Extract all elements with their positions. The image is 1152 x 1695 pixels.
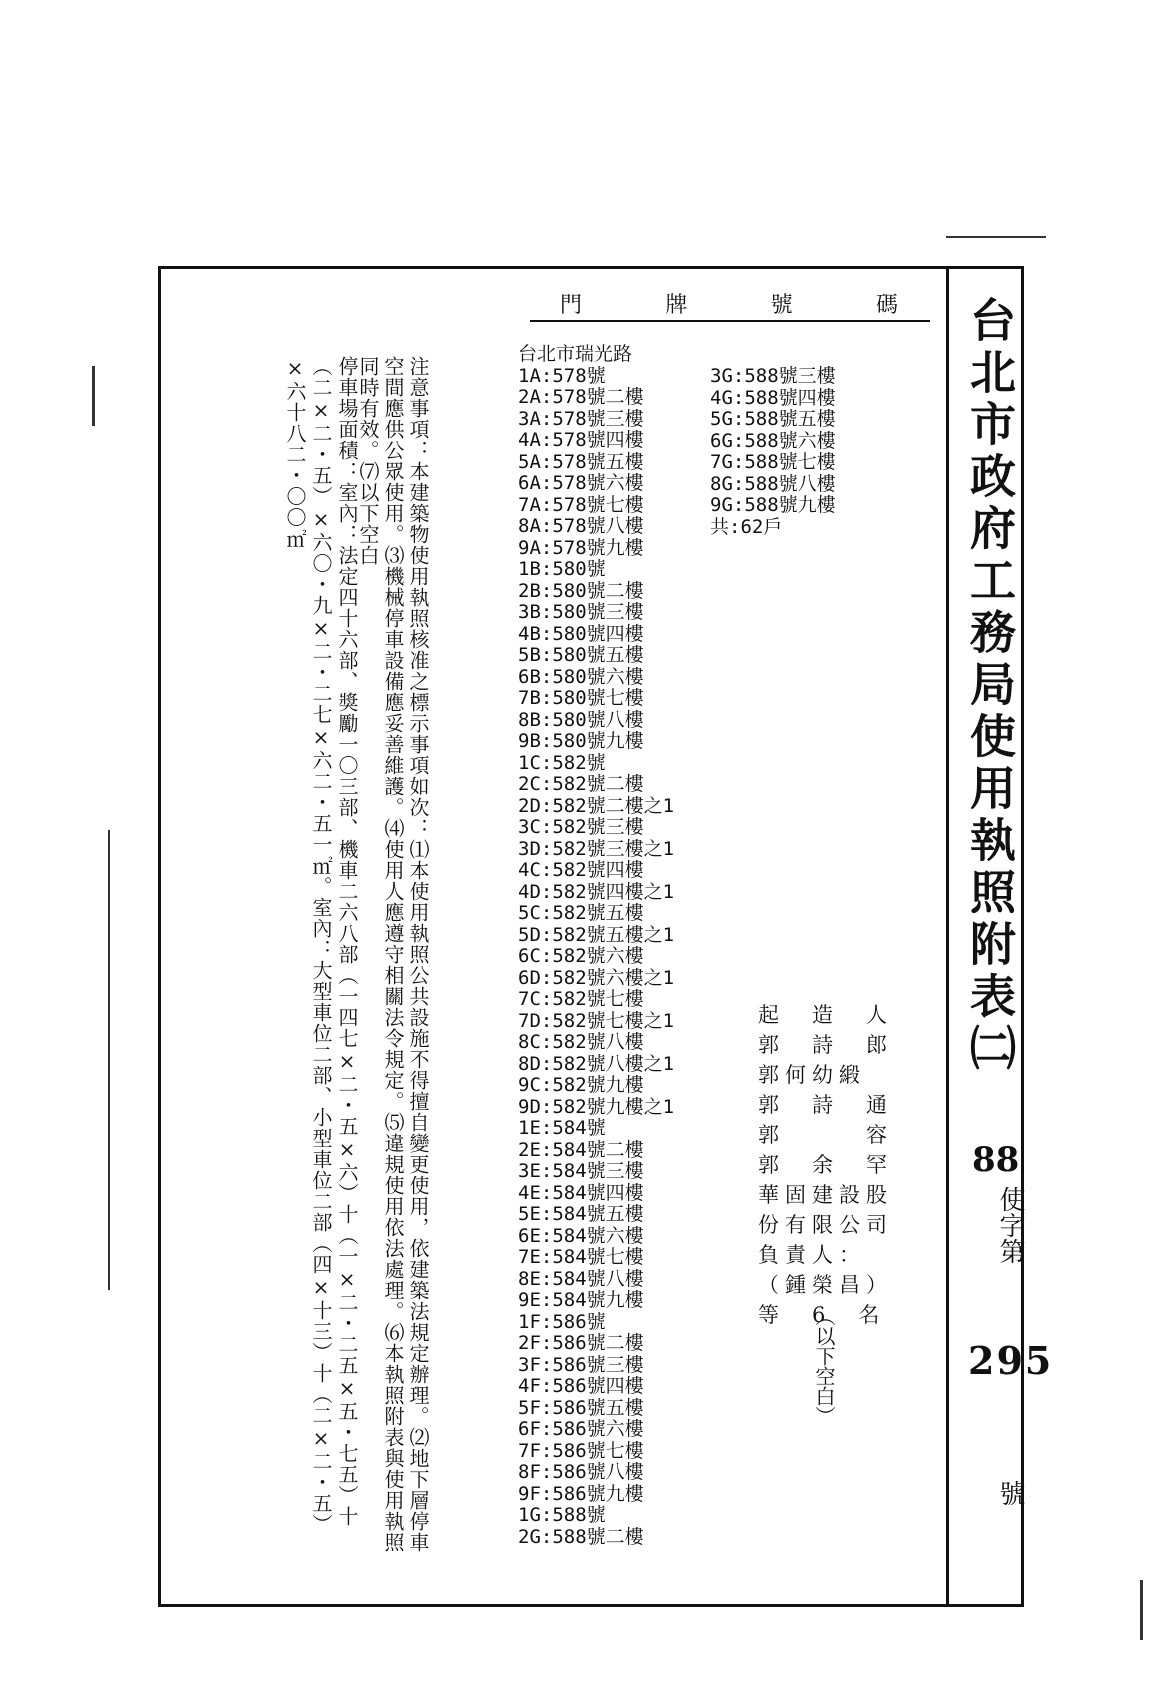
address-line: 3G:588號三樓 [710, 365, 836, 387]
address-line: 1B:580號 [518, 558, 606, 580]
applicant-line: 負責人： [758, 1243, 866, 1267]
address-line: 1G:588號 [518, 1504, 606, 1526]
header-char: 牌 [665, 293, 690, 318]
address-line: 7E:584號七樓 [518, 1246, 644, 1268]
address-line: 1A:578號 [518, 364, 606, 387]
address-line: 4G:588號四樓 [710, 386, 836, 409]
applicant-line: （鍾榮昌） [758, 1273, 893, 1297]
applicant-line: 郭何幼緞 [758, 1063, 866, 1087]
address-line: 5C:582號五樓 [518, 902, 644, 924]
address-line: 9C:582號九樓 [518, 1074, 644, 1096]
address-line: 6B:580號六樓 [518, 665, 644, 688]
applicant-line: 份有限公司 [758, 1213, 893, 1237]
address-line: 5D:582號五樓之1 [518, 923, 675, 946]
address-line: 7D:582號七樓之1 [518, 1009, 675, 1032]
address-line: 9A:578號九樓 [518, 536, 644, 559]
applicant-line: 華固建設股 [758, 1183, 893, 1207]
scan-margin-mark [108, 830, 110, 1290]
address-line: 共:62戶 [710, 515, 783, 538]
applicant-line: 郭 詩 郎 [758, 1033, 893, 1057]
license-year: 88 [972, 1140, 1020, 1180]
address-line: 5F:586號五樓 [518, 1396, 644, 1419]
address-line: 8G:588號八樓 [710, 472, 836, 495]
applicant-line: 等 6 名 [758, 1303, 886, 1327]
address-line: 8B:580號八樓 [518, 708, 644, 731]
address-line: 7G:588號七樓 [710, 451, 836, 473]
scan-margin-mark [92, 366, 95, 426]
address-line: 6E:584號六樓 [518, 1224, 644, 1247]
address-line: 2E:584號二樓 [518, 1138, 644, 1161]
header-char: 號 [770, 293, 795, 318]
address-line: 4F:586號四樓 [518, 1375, 644, 1397]
scan-margin-mark [1140, 1580, 1143, 1640]
address-line: 9D:582號九樓之1 [518, 1095, 675, 1118]
address-line: 5B:580號五樓 [518, 644, 644, 666]
address-line: 7C:582號七樓 [518, 988, 644, 1010]
address-line: 3E:584號三樓 [518, 1160, 644, 1182]
address-line: 5G:588號五樓 [710, 408, 836, 430]
address-line: 7A:578號七樓 [518, 493, 644, 516]
parking-area-text: 停車場面積：室內：法定四十六部、獎勵一〇三部、機車二六八部（一四七×二・五×六）十（一×二・二五×五・七五）十（二×二・五）×六〇・九×二・二七×六二・五一㎡。室內：大型車位二部、小型車位二部（四×十三）十（二×二・五）×六十八二・〇〇㎡ [283, 356, 359, 1535]
address-line: 9E:584號九樓 [518, 1289, 644, 1311]
applicant-line: 郭 容 [758, 1123, 893, 1147]
address-line: 3C:582號三樓 [518, 816, 644, 838]
license-chars: 使字第 [995, 1186, 1025, 1264]
address-line: 3F:586號三樓 [518, 1353, 644, 1376]
address-line: 3A:578號三樓 [518, 407, 644, 430]
address-line: 1C:582號 [518, 751, 606, 774]
applicant-line: 郭 詩 通 [758, 1093, 893, 1117]
applicant-line: 起 造 人 [758, 1003, 893, 1027]
address-line: 4E:584號四樓 [518, 1181, 644, 1204]
notes-text: 注意事項：本建築物使用執照核准之標示事項如次：⑴本使用執照公共設施不得擅自變更使用，依建築法規定辦理。⑵地下層停車空間應供公眾使用。⑶機械停車設備應妥善維護。⑷使用人應遵守相關法令規定。⑸違規使用依法處理。⑹本執照附表與使用執照同時有效。⑺以下空白 [356, 356, 430, 1553]
address-line: 6A:578號六樓 [518, 472, 644, 494]
address-header [560, 288, 900, 319]
address-line: 5A:578號五樓 [518, 450, 644, 473]
address-line: 8F:586號八樓 [518, 1461, 644, 1483]
applicant-list [758, 1000, 893, 1330]
address-line: 6C:582號六樓 [518, 945, 644, 967]
blank-note: （以下空白） [812, 1306, 836, 1426]
address-line: 9F:586號九樓 [518, 1482, 644, 1505]
address-line: 台北市瑞光路 [518, 343, 633, 365]
address-line: 2G:588號二樓 [518, 1525, 644, 1548]
address-line: 2A:578號二樓 [518, 386, 644, 408]
title-column-divider [946, 266, 949, 1606]
address-line: 3B:580號三樓 [518, 601, 644, 623]
address-line: 7F:586號七樓 [518, 1439, 644, 1462]
license-suffix: 號 [995, 1480, 1025, 1506]
address-line: 5E:584號五樓 [518, 1203, 644, 1225]
address-line: 7B:580號七樓 [518, 687, 644, 709]
document-title: 台北市政府工務局使用執照附表㈡ [963, 296, 1017, 1076]
address-line: 2B:580號二樓 [518, 579, 644, 602]
address-line: 8A:578號八樓 [518, 515, 644, 537]
address-list-primary [518, 344, 674, 1548]
address-line: 2C:582號二樓 [518, 773, 644, 795]
address-line: 9B:580號九樓 [518, 730, 644, 752]
top-rule [946, 236, 1046, 238]
address-line: 6F:586號六樓 [518, 1418, 644, 1440]
header-char: 門 [560, 293, 585, 318]
address-line: 4A:578號四樓 [518, 429, 644, 451]
address-line: 1F:586號 [518, 1310, 606, 1333]
address-line: 6G:588號六樓 [710, 429, 836, 452]
address-line: 9G:588號九樓 [710, 494, 836, 516]
license-serial: 295 [968, 1338, 1054, 1383]
header-char: 碼 [875, 293, 900, 318]
address-line: 8E:584號八樓 [518, 1267, 644, 1290]
address-line: 3D:582號三樓之1 [518, 837, 675, 860]
address-list-secondary [710, 366, 836, 538]
applicant-line: 郭 余 罕 [758, 1153, 893, 1177]
address-line: 8C:582號八樓 [518, 1031, 644, 1053]
address-line: 8D:582號八樓之1 [518, 1052, 675, 1075]
address-line: 6D:582號六樓之1 [518, 966, 675, 989]
address-line: 4C:582號四樓 [518, 859, 644, 881]
address-line: 2D:582號二樓之1 [518, 794, 675, 817]
address-line: 4B:580號四樓 [518, 622, 644, 645]
header-rule [530, 320, 930, 322]
address-line: 2F:586號二樓 [518, 1332, 644, 1354]
address-line: 1E:584號 [518, 1117, 606, 1139]
address-line: 4D:582號四樓之1 [518, 880, 675, 903]
